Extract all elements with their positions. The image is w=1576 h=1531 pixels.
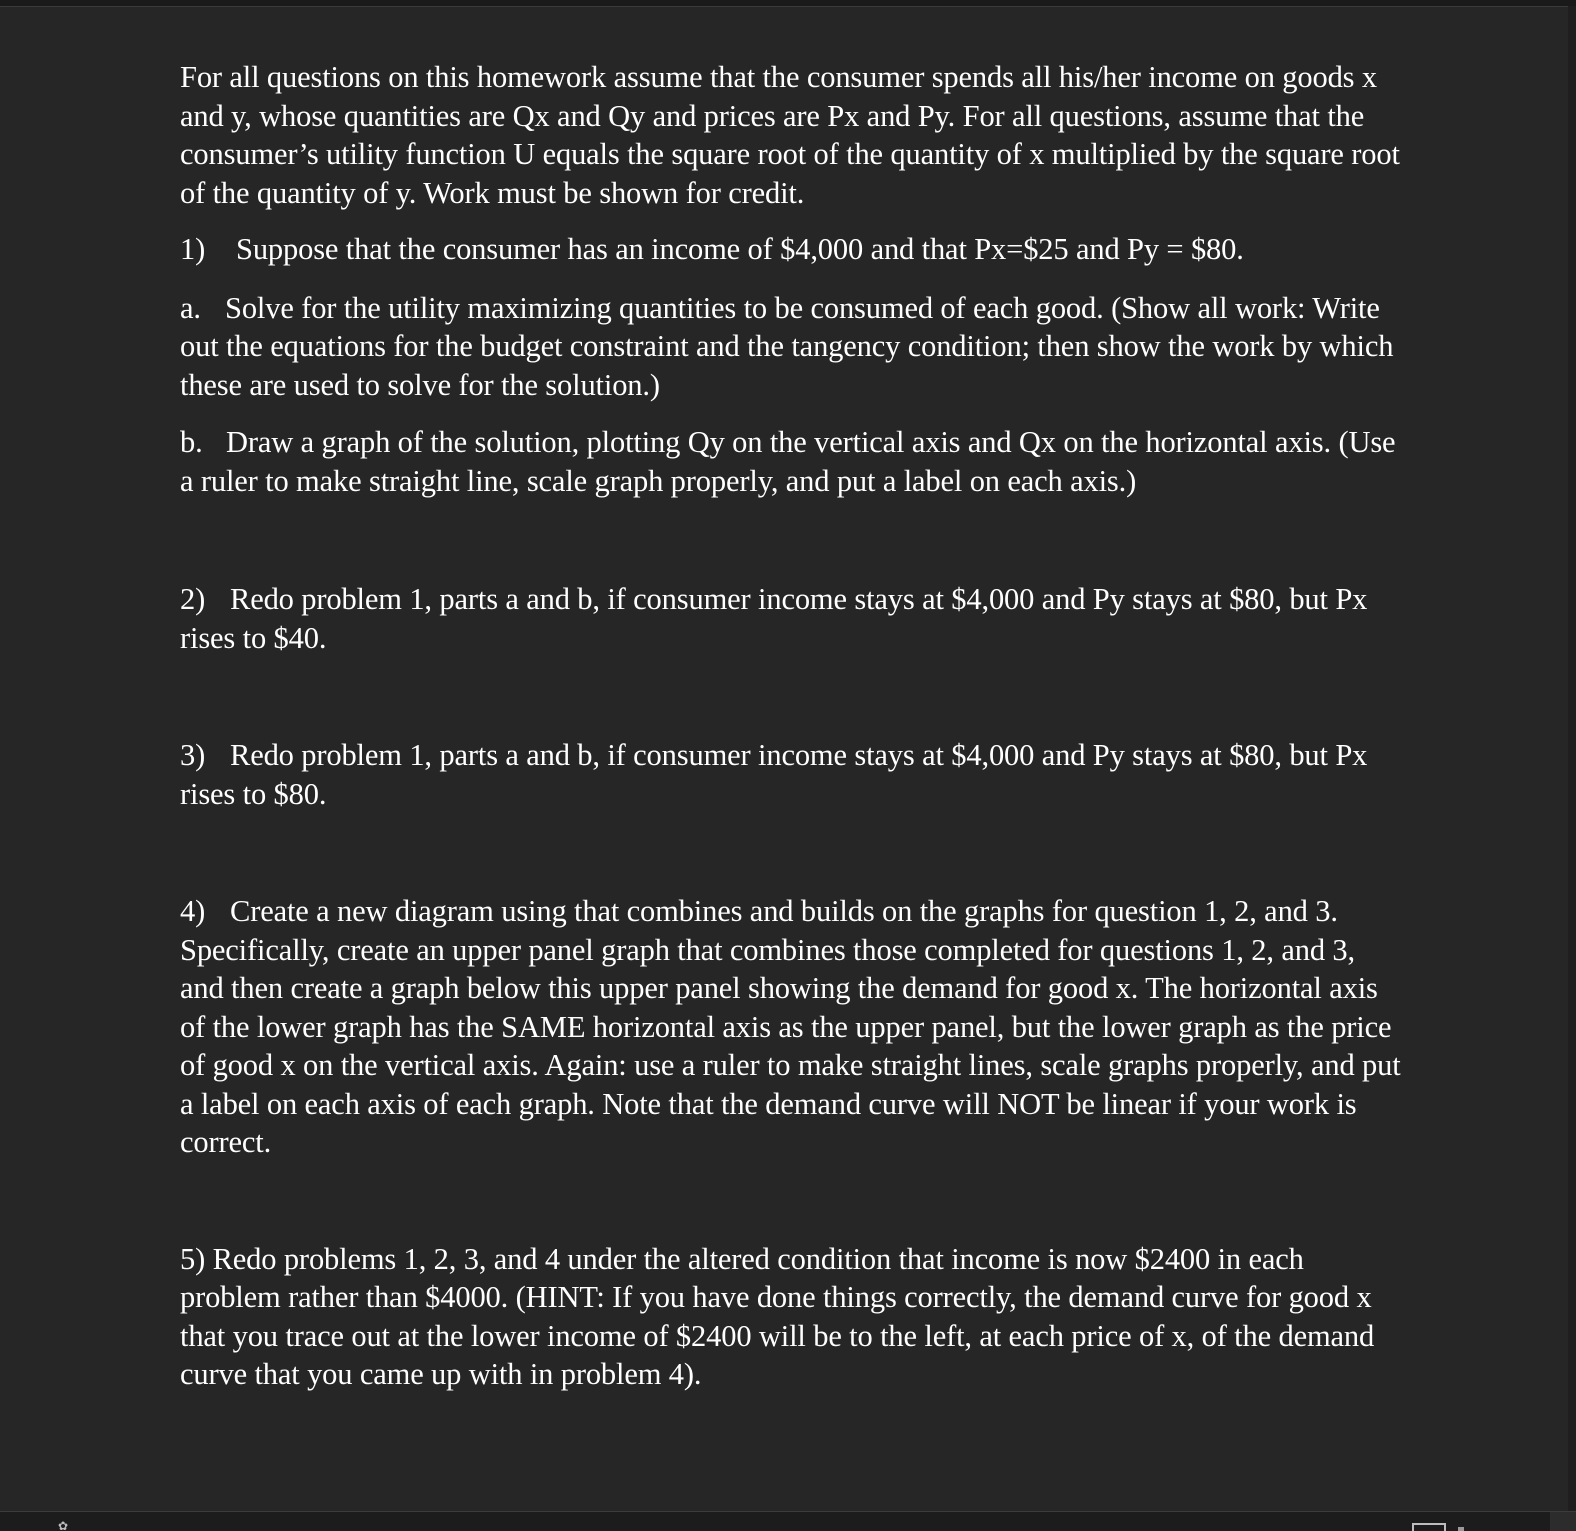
window-top-border [0,0,1576,7]
question-1b-label: b. [180,425,203,459]
question-1a [180,289,1405,405]
question-5: 5) Redo problems 1, 2, 3, and 4 under the altered condition that income is now $2400 in each problem rather than $4000. (HINT: If you have done things correctly, the demand curve for good x that you trace out at the lower income of $2400 will be to the left, at each price of x, of the demand curve that you came up with in problem 4). [180,1241,1375,1391]
question-1b-text: Draw a graph of the solution, plotting Qy on the vertical axis and Qx on the horizontal axis. (Use a ruler to make straight line, scale graph properly, and put a label on each axis.) [180,425,1396,498]
question-4 [180,892,1405,1162]
question-1-number: 1) [180,232,206,266]
question-3-number: 3) [180,738,206,772]
question-2-text: Redo problem 1, parts a and b, if consumer income stays at $4,000 and Py stays at $80, but Px rises to $40. [180,582,1368,655]
question-3-text: Redo problem 1, parts a and b, if consumer income stays at $4,000 and Py stays at $80, but Px rises to $80. [180,738,1368,811]
question-4-text: Create a new diagram using that combines and builds on the graphs for question 1, 2, and 3. Specifically, create an upper panel graph that combines those completed for questions 1, 2, and 3, and then create a graph below this upper panel showing the demand for good x. The horizontal axis of the lower graph has the SAME horizontal axis as the upper panel, but the lower graph as the price of good x on the vertical axis. Again: use a ruler to make straight lines, scale graphs properly, and put a label on each axis of each graph. Note that the demand curve will NOT be linear if your work is correct. [180,894,1401,1159]
question-1a-text: Solve for the utility maximizing quantities to be consumed of each good. (Show all work: Write out the equations for the budget constraint and the tangency condition; then show the work by which these are used to solve for the solution.) [180,290,1394,402]
zoom-indicator-icon[interactable] [1458,1527,1464,1531]
status-bar [0,1511,1576,1531]
accessibility-icon[interactable]: ✿ [58,1521,69,1531]
question-2 [180,580,1405,657]
question-1-text: Suppose that the consumer has an income of $4,000 and that Px=$25 and Py = $80. [236,232,1244,266]
scrollbar-track[interactable] [1568,6,1576,1512]
document-body [180,58,1405,1394]
question-4-number: 4) [180,894,206,928]
question-1a-label: a. [180,290,201,325]
intro-paragraph: For all questions on this homework assume that the consumer spends all his/her income on goods x and y, whose quantities are Qx and Qy and prices are Px and Py. For all questions, assume that the consumer’s utility function U equals the square root of the quantity of x multiplied by the square root of the quantity of y. Work must be shown for credit. [180,60,1400,210]
question-2-number: 2) [180,582,206,616]
question-1 [180,230,1405,269]
page-view-icon[interactable] [1412,1523,1446,1531]
question-1b [180,423,1405,500]
question-3 [180,736,1405,813]
resize-corner[interactable] [1550,1512,1576,1531]
